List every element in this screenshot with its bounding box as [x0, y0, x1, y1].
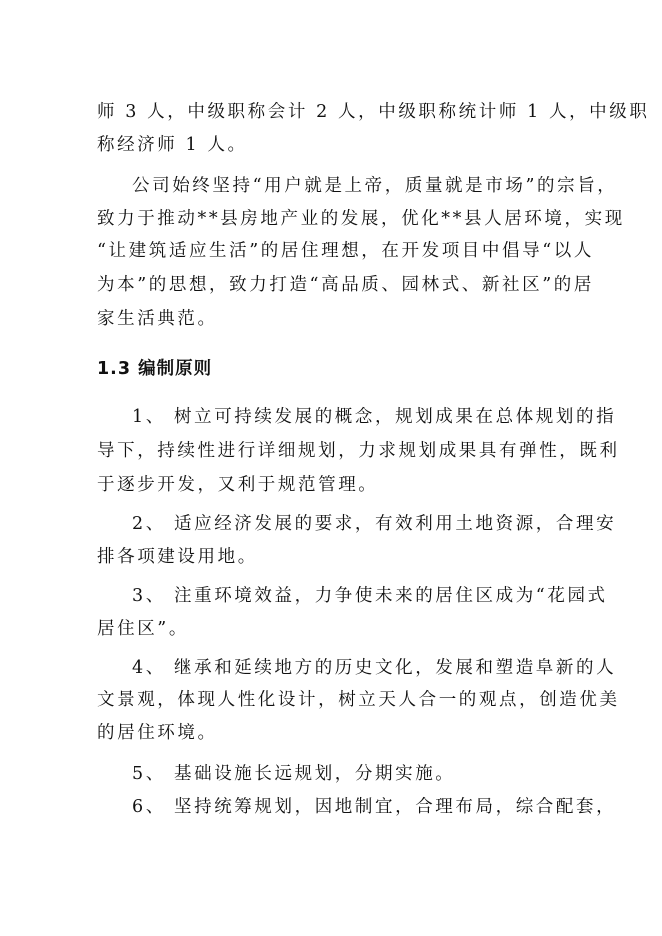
principle-1-line-1: 1、 树立可持续发展的概念，规划成果在总体规划的指: [132, 407, 617, 427]
mission-line-5: 家生活典范。: [97, 309, 218, 329]
principle-3-line-1: 3、 注重环境效益，力争使未来的居住区成为“花园式: [132, 586, 608, 606]
principle-2-line-1: 2、 适应经济发展的要求，有效利用土地资源，合理安: [132, 514, 617, 534]
mission-line-3: “让建筑适应生活”的居住理想，在开发项目中倡导“以人: [97, 241, 594, 261]
section-heading: 1.3 编制原则: [97, 359, 213, 379]
principle-5-line-1: 5、 基础设施长远规划，分期实施。: [132, 764, 456, 784]
mission-line-1: 公司始终坚持“用户就是上帝，质量就是市场”的宗旨，: [132, 176, 618, 196]
principle-1-line-3: 于逐步开发，又利于规范管理。: [97, 475, 379, 495]
principle-1-line-2: 导下，持续性进行详细规划，力求规划成果具有弹性，既利: [97, 441, 620, 461]
principle-6-line-1: 6、 坚持统筹规划，因地制宜，合理布局，综合配套，: [132, 797, 617, 817]
mission-line-2: 致力于推动**县房地产业的发展，优化**县人居环境，实现: [97, 209, 625, 229]
principle-3-line-2: 居住区”。: [97, 619, 189, 639]
principle-4-line-2: 文景观，体现人性化设计，树立天人合一的观点，创造优美: [97, 690, 620, 710]
principle-2-line-2: 排各项建设用地。: [97, 547, 258, 567]
intro-line-2: 称经济师 1 人。: [97, 135, 248, 155]
principle-4-line-3: 的居住环境。: [97, 723, 218, 743]
principle-4-line-1: 4、 继承和延续地方的历史文化，发展和塑造阜新的人: [132, 658, 617, 678]
mission-line-4: 为本”的思想，致力打造“高品质、园林式、新社区”的居: [97, 275, 594, 295]
intro-line-1: 师 3 人，中级职称会计 2 人，中级职称统计师 1 人，中级职: [97, 102, 650, 122]
